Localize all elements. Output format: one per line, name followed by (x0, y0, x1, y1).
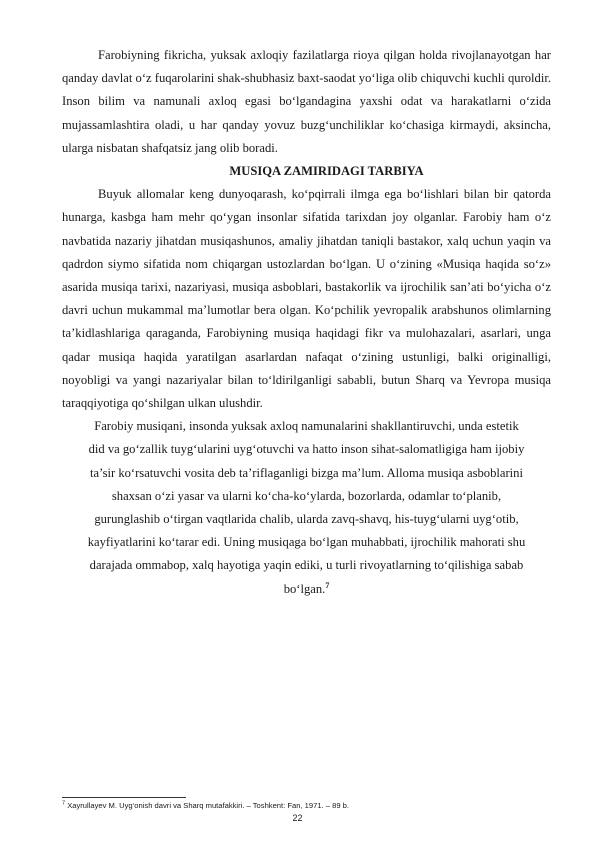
footnote-number: 7 (62, 800, 66, 807)
paragraph-farobi-state: Farobiyning fikricha, yuksak axloqiy fazilatlarga rioya qilgan holda rivojlanayotgan har qanday davlat o‘z fuqarolarini shak-shubhasiz baxt-saodat yo‘liga olib chiquvchi kuchli quroldir. Inson bilim va namunali axloq egasi bo‘lgandagina yaxshi odat va harakatlarni o‘zida mujassamlashtira oladi, u har qanday yovuz buzg‘unchiliklar ko‘chasiga kirmaydi, aksincha, ularga nisbatan shafqatsiz jang olib boradi. (62, 48, 551, 155)
page-number: 22 (292, 813, 303, 823)
footnote-text: Xayrullayev M. Uyg‘onish davri va Sharq mutafakkiri. – Toshkent: Fan, 1971. – 89 b. (67, 801, 350, 810)
footnote-reference[interactable]: 7 (325, 580, 330, 590)
centered-line-last (62, 578, 551, 601)
document-page (62, 44, 551, 601)
centered-line: shaxsan o‘zi yasar va ularni ko‘cha-ko‘ylarda, bozorlarda, odamlar to‘planib, (111, 488, 502, 503)
centered-line-text: bo‘lgan. (283, 581, 326, 596)
footnote (62, 801, 551, 811)
centered-line: kayfiyatlarini ko‘tarar edi. Uning musiqaga bo‘lgan muhabbati, ijrochilik mahorati shu (87, 535, 526, 550)
centered-paragraph (62, 415, 551, 601)
centered-line: gurunglashib o‘tirgan vaqtlarida chalib, ularda zavq-shavq, his-tuyg‘ularni uyg‘otib, (94, 512, 519, 527)
centered-line: Farobiy musiqani, insonda yuksak axloq namunalarini shakllantiruvchi, unda estetik (94, 419, 519, 434)
section-heading: MUSIQA ZAMIRIDAGI TARBIYA (229, 164, 424, 179)
centered-line: did va go‘zallik tuyg‘ularini uyg‘otuvchi va hatto inson sihat-salomatligiga ham ijobiy (88, 442, 525, 457)
centered-line: darajada ommabop, xalq hayotiga yaqin ediki, u turli rivoyatlarning to‘qilishiga sabab (89, 558, 524, 573)
centered-line: ta’sir ko‘rsatuvchi vosita deb ta’riflaganligi bizga ma’lum. Alloma musiqa asboblarini (90, 465, 523, 480)
paragraph-great-scholars: Buyuk allomalar keng dunyoqarash, ko‘pqirrali ilmga ega bo‘lishlari bilan bir qatorda hunarga, kasbga ham mehr qo‘ygan insonlar sifatida tarixdan joy olganlar. Farobiy ham o‘z navbatida nazariy jihatdan musiqashunos, amaliy jihatdan taniqli bastakor, xalq uchun yaqin va qadrdon siymo sifatida nom chiqargan ustozlardan bo‘lgan. U o‘zining «Musiqa haqida so‘z» asarida musiqa tarixi, nazariyasi, musiqa asboblari, bastakorlik va ijrochilik san’ati bo‘yicha o‘z davri uchun mukammal ma’lumotlar bera olgan. Ko‘pchilik yevropalik arabshunos olimlarning ta’kidlashlariga qaraganda, Farobiyning musiqa haqidagi fikr va mulohazalari, asarlari, unga qadar musiqa haqida yaratilgan asarlardan nafaqat o‘zining ustunligi, balki originalligi, noyobligi va yangi nazariyalar bilan to‘ldirilganligi sababli, butun Sharq va Yevropa musiqa taraqqiyotiga qo‘shilgan ulkan ulushdir. (62, 187, 551, 411)
footnote-divider (62, 797, 186, 798)
